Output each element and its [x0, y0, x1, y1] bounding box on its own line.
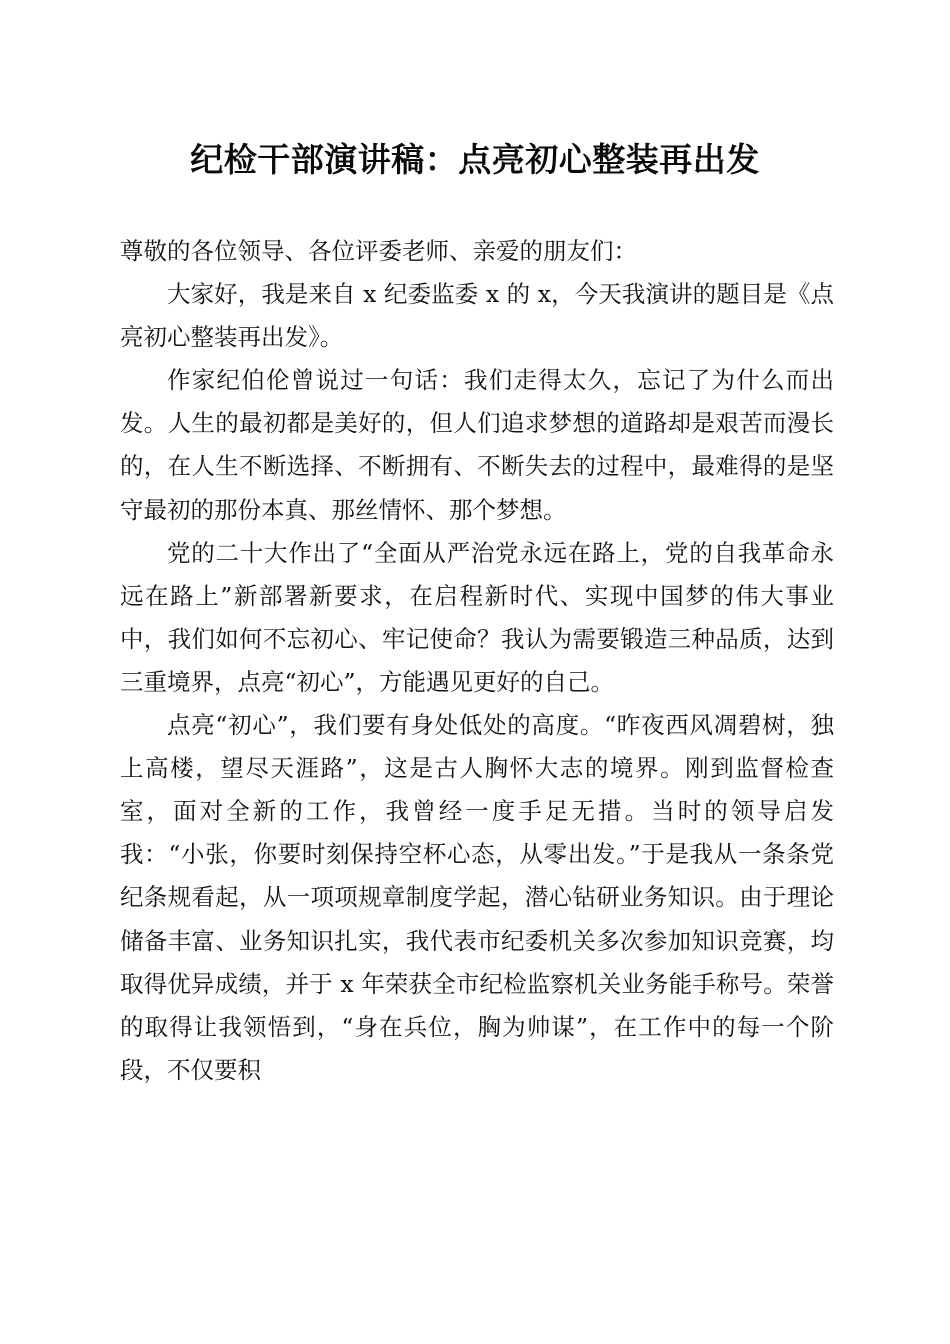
paragraph-quote: 作家纪伯伦曾说过一句话：我们走得太久，忘记了为什么而出发。人生的最初都是美好的，但人们追求梦想的道路却是艰苦而漫长的，在人生不断选择、不断拥有、不断失去的过程中，最难得的是坚守最初的那份本真、那丝情怀、那个梦想。: [120, 366, 834, 524]
paragraph-intro: 大家好，我是来自 x 纪委监委 x 的 x，今天我演讲的题目是《点亮初心整装再出发》。: [120, 280, 834, 352]
document-body: [120, 230, 834, 1092]
paragraph-first-quality: 点亮“初心”，我们要有身处低处的高度。“昨夜西风凋碧树，独上高楼，望尽天涯路”，这是古人胸怀大志的境界。刚到监督检查室，面对全新的工作，我曾经一度手足无措。当时的领导启发我：“小张，你要时刻保持空杯心态，从零出发。”于是我从一条条党纪条规看起，从一项项规章制度学起，潜心钻研业务知识。由于理论储备丰富、业务知识扎实，我代表市纪委机关多次参加知识竞赛，均取得优异成绩，并于 x 年荣获全市纪检监察机关业务能手称号。荣誉的取得让我领悟到，“身在兵位，胸为帅谋”，在工作中的每一个阶段，不仅要积: [120, 711, 834, 1084]
document-title: 纪检干部演讲稿：点亮初心整装再出发: [190, 140, 760, 179]
salutation: 尊敬的各位领导、各位评委老师、亲爱的朋友们：: [120, 237, 637, 265]
paragraph-congress: 党的二十大作出了“全面从严治党永远在路上，党的自我革命永远在路上”新部署新要求，在启程新时代、实现中国梦的伟大事业中，我们如何不忘初心、牢记使命？我认为需要锻造三种品质，达到三重境界，点亮“初心”，方能遇见更好的自己。: [120, 538, 834, 696]
